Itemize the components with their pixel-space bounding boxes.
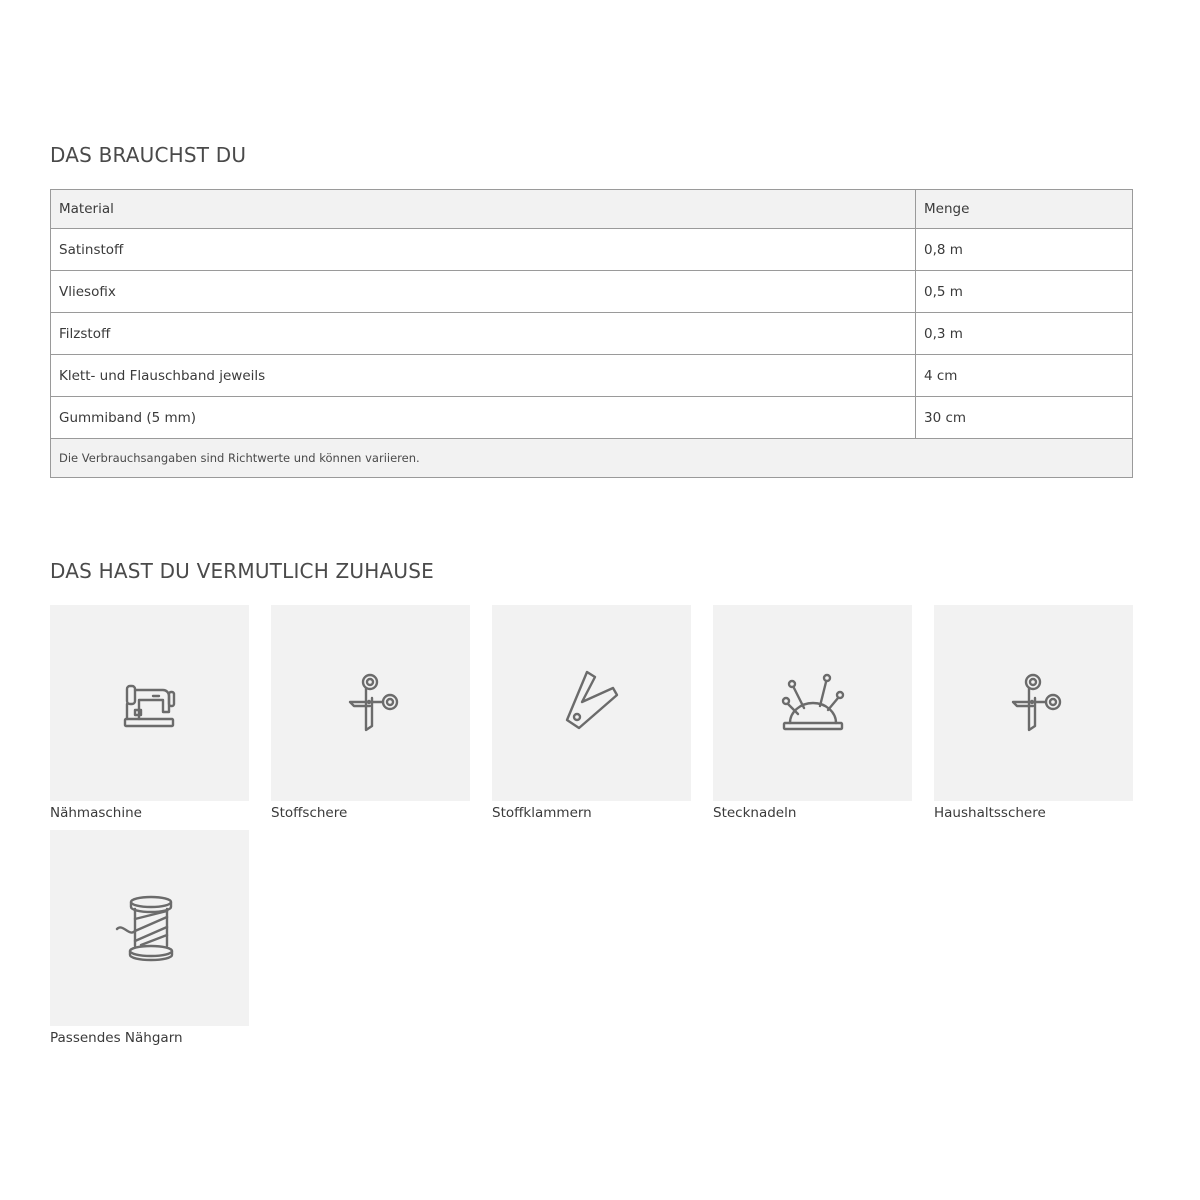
section-title-needs: DAS BRAUCHST DU: [50, 143, 247, 167]
table-footnote-row: [51, 439, 1133, 478]
tool-tile: [50, 605, 249, 801]
tool-label: Nähmaschine: [50, 805, 142, 821]
tool-label: Stoffklammern: [492, 805, 592, 821]
scissors-icon: [336, 668, 406, 738]
table-row: [51, 397, 1133, 439]
amount-cell: 0,3 m: [916, 313, 1133, 355]
tool-card-sewing-machine: [50, 605, 249, 821]
tool-label: Haushaltsschere: [934, 805, 1046, 821]
scissors-icon: [999, 668, 1069, 738]
tool-label: Stoffschere: [271, 805, 348, 821]
column-header-material: Material: [51, 190, 916, 229]
material-cell: Vliesofix: [51, 271, 916, 313]
column-header-amount: Menge: [916, 190, 1133, 229]
amount-cell: 0,5 m: [916, 271, 1133, 313]
tool-card-thread: [50, 830, 249, 1046]
table-row: [51, 229, 1133, 271]
amount-cell: 30 cm: [916, 397, 1133, 439]
fabric-clip-icon: [557, 668, 627, 738]
pincushion-icon: [778, 668, 848, 738]
tool-card-pins: [713, 605, 912, 821]
tool-label: Stecknadeln: [713, 805, 797, 821]
sewing-machine-icon: [115, 668, 185, 738]
material-cell: Gummiband (5 mm): [51, 397, 916, 439]
tool-card-household-scissors: [934, 605, 1133, 821]
table-header-row: [51, 190, 1133, 229]
table-row: [51, 355, 1133, 397]
tool-tile: [713, 605, 912, 801]
material-cell: Filzstoff: [51, 313, 916, 355]
table-row: [51, 313, 1133, 355]
tool-tile: [271, 605, 470, 801]
amount-cell: 4 cm: [916, 355, 1133, 397]
table-footnote: Die Verbrauchsangaben sind Richtwerte und können variieren.: [51, 439, 1133, 478]
tool-tile: [492, 605, 691, 801]
tool-tile: [50, 830, 249, 1026]
tool-card-fabric-clips: [492, 605, 691, 821]
tool-card-fabric-scissors: [271, 605, 470, 821]
material-cell: Klett- und Flauschband jeweils: [51, 355, 916, 397]
materials-table: [50, 189, 1133, 478]
table-row: [51, 271, 1133, 313]
tool-tile: [934, 605, 1133, 801]
tool-label: Passendes Nähgarn: [50, 1030, 183, 1046]
amount-cell: 0,8 m: [916, 229, 1133, 271]
section-title-home: DAS HAST DU VERMUTLICH ZUHAUSE: [50, 559, 434, 583]
material-cell: Satinstoff: [51, 229, 916, 271]
thread-spool-icon: [115, 893, 185, 963]
